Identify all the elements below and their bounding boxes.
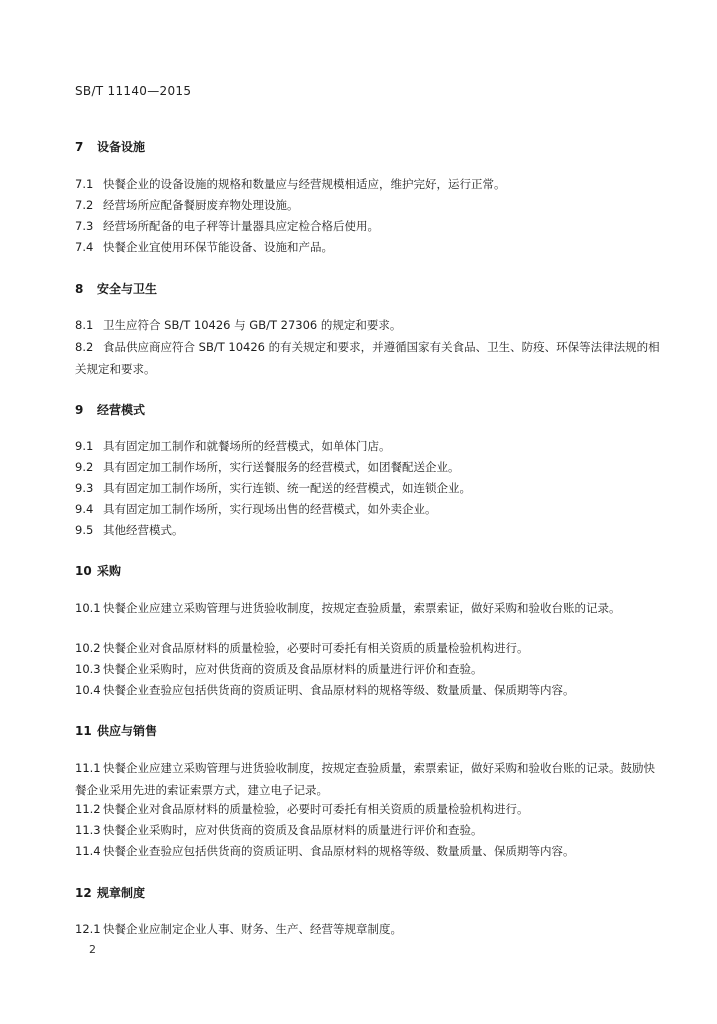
clause-number: 10.1 <box>75 601 101 615</box>
clause-9-3 <box>75 477 665 499</box>
clause-9-1 <box>75 435 665 457</box>
clause-number: 9.4 <box>75 502 94 516</box>
clause-text: 快餐企业采购时，应对供货商的资质及食品原材料的质量进行评价和查验。 <box>103 823 483 837</box>
clause-text: 经营场所应配备餐厨废弃物处理设施。 <box>103 198 299 212</box>
clause-text: 快餐企业应制定企业人事、财务、生产、经营等规章制度。 <box>103 922 402 936</box>
standard-code: SB/T 11140—2015 <box>75 84 192 98</box>
clause-text: 快餐企业采购时，应对供货商的资质及食品原材料的质量进行评价和查验。 <box>103 662 483 676</box>
clause-number: 9.2 <box>75 460 94 474</box>
section-number: 10 <box>75 564 92 578</box>
clause-number: 11.2 <box>75 802 101 816</box>
section-title: 规章制度 <box>97 886 146 900</box>
clause-text: 快餐企业对食品原材料的质量检验，必要时可委托有相关资质的质量检验机构进行。 <box>103 802 529 816</box>
section-8-heading <box>75 280 157 297</box>
section-number: 11 <box>75 724 92 738</box>
clause-text: 快餐企业查验应包括供货商的资质证明、食品原材料的规格等级、数量质量、保质期等内容。 <box>103 683 575 697</box>
clause-text: 具有固定加工制作场所，实行现场出售的经营模式，如外卖企业。 <box>103 502 437 516</box>
section-title: 安全与卫生 <box>97 282 158 296</box>
section-number: 9 <box>75 403 84 417</box>
section-title: 采购 <box>97 564 122 578</box>
clause-text: 具有固定加工制作和就餐场所的经营模式，如单体门店。 <box>103 439 391 453</box>
clause-text: 具有固定加工制作场所，实行连锁、统一配送的经营模式，如连锁企业。 <box>103 481 471 495</box>
clause-text: 经营场所配备的电子秤等计量器具应定检合格后使用。 <box>103 219 379 233</box>
clause-number: 7.1 <box>75 177 94 191</box>
clause-number: 10.3 <box>75 662 101 676</box>
page-number: 2 <box>89 943 96 956</box>
clause-number: 7.4 <box>75 240 94 254</box>
section-10-heading <box>75 562 121 579</box>
clause-number: 12.1 <box>75 922 101 936</box>
clause-number: 8.1 <box>75 318 94 332</box>
clause-11-2 <box>75 798 665 820</box>
clause-7-1 <box>75 173 665 195</box>
clause-text: 食品供应商应符合 SB/T 10426 的有关规定和要求，并遵循国家有关食品、卫生、防疫、环保等法律法规的相关规定和要求。 <box>75 340 660 376</box>
clause-7-3 <box>75 215 665 237</box>
clause-9-2 <box>75 456 665 478</box>
section-number: 8 <box>75 282 84 296</box>
clause-number: 9.5 <box>75 523 94 537</box>
clause-9-5 <box>75 519 665 541</box>
clause-number: 11.4 <box>75 844 101 858</box>
clause-number: 10.4 <box>75 683 101 697</box>
clause-number: 9.3 <box>75 481 94 495</box>
clause-7-2 <box>75 194 665 216</box>
clause-8-2 <box>75 336 665 380</box>
section-title: 供应与销售 <box>97 724 158 738</box>
clause-number: 11.1 <box>75 761 101 775</box>
section-title: 设备设施 <box>97 140 146 154</box>
clause-10-2 <box>75 637 665 659</box>
section-11-heading <box>75 722 157 739</box>
clause-number: 8.2 <box>75 340 94 354</box>
clause-11-3 <box>75 819 665 841</box>
clause-number: 9.1 <box>75 439 94 453</box>
clause-12-1 <box>75 918 665 940</box>
clause-text: 其他经营模式。 <box>103 523 184 537</box>
clause-9-4 <box>75 498 665 520</box>
clause-number: 7.2 <box>75 198 94 212</box>
clause-11-1 <box>75 757 665 801</box>
clause-text: 快餐企业对食品原材料的质量检验，必要时可委托有相关资质的质量检验机构进行。 <box>103 641 529 655</box>
clause-text: 卫生应符合 SB/T 10426 与 GB/T 27306 的规定和要求。 <box>103 318 402 332</box>
section-7-heading <box>75 138 145 155</box>
clause-8-1 <box>75 314 665 336</box>
clause-number: 10.2 <box>75 641 101 655</box>
section-12-heading <box>75 884 145 901</box>
clause-text: 快餐企业查验应包括供货商的资质证明、食品原材料的规格等级、数量质量、保质期等内容。 <box>103 844 575 858</box>
clause-10-1 <box>75 597 665 619</box>
section-9-heading <box>75 401 145 418</box>
clause-number: 11.3 <box>75 823 101 837</box>
clause-10-4 <box>75 679 665 701</box>
clause-11-4 <box>75 840 665 862</box>
clause-7-4 <box>75 236 665 258</box>
section-number: 7 <box>75 140 84 154</box>
clause-text: 具有固定加工制作场所，实行送餐服务的经营模式，如团餐配送企业。 <box>103 460 460 474</box>
section-number: 12 <box>75 886 92 900</box>
clause-text: 快餐企业宜使用环保节能设备、设施和产品。 <box>103 240 333 254</box>
clause-text: 快餐企业应建立采购管理与进货验收制度，按规定查验质量，索票索证，做好采购和验收台账的记录。鼓励快餐企业采用先进的索证索票方式，建立电子记录。 <box>75 761 655 797</box>
clause-text: 快餐企业的设备设施的规格和数量应与经营规模相适应，维护完好，运行正常。 <box>103 177 506 191</box>
clause-number: 7.3 <box>75 219 94 233</box>
clause-text: 快餐企业应建立采购管理与进货验收制度，按规定查验质量，索票索证，做好采购和验收台账的记录。 <box>103 601 621 615</box>
section-title: 经营模式 <box>97 403 146 417</box>
clause-10-3 <box>75 658 665 680</box>
